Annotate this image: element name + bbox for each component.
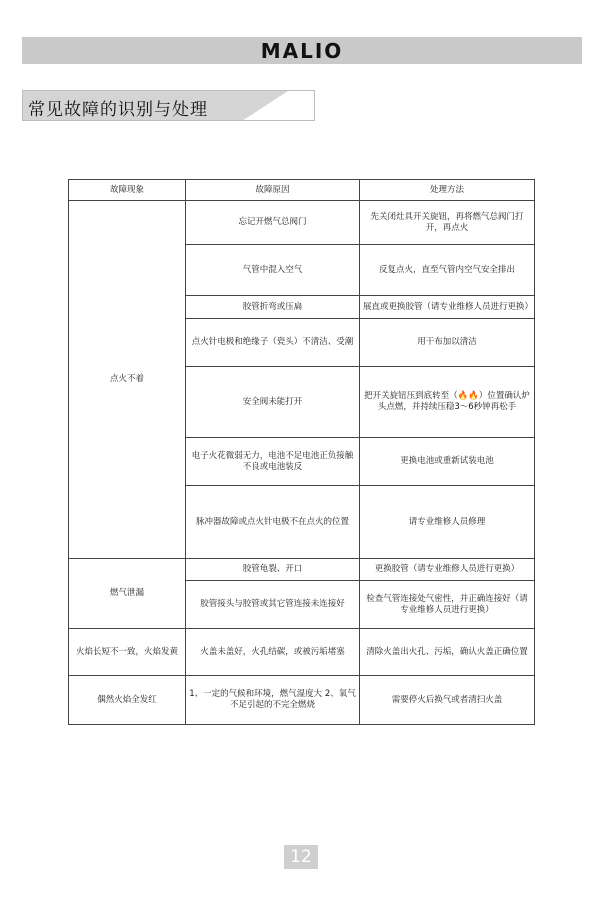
fault-table bbox=[68, 179, 535, 725]
cause-cell: 胶管龟裂、开口 bbox=[186, 559, 360, 581]
symptom-cell: 点火不着 bbox=[69, 201, 186, 559]
cause-cell: 气管中混入空气 bbox=[186, 245, 360, 296]
table-header-row bbox=[69, 180, 535, 201]
solution-cell: 请专业维修人员修理 bbox=[360, 486, 535, 559]
section-title: 常见故障的识别与处理 bbox=[28, 100, 208, 120]
solution-cell: 更换胶管（请专业维修人员进行更换） bbox=[360, 559, 535, 581]
cause-cell: 火盖未盖好，火孔结碳，或被污垢堵塞 bbox=[186, 629, 360, 676]
solution-cell: 检查气管连接处气密性，并正确连接好（请专业维修人员进行更换） bbox=[360, 581, 535, 629]
cause-cell: 胶管折弯或压扁 bbox=[186, 296, 360, 319]
brand-logo: MALIO bbox=[260, 39, 344, 63]
table-row bbox=[69, 201, 535, 245]
solution-cell: 清除火盖出火孔、污垢，确认火盖正确位置 bbox=[360, 629, 535, 676]
table-row bbox=[69, 559, 535, 581]
solution-cell: 需要停火后换气或者清扫火盖 bbox=[360, 676, 535, 725]
cause-cell: 安全阀未能打开 bbox=[186, 367, 360, 438]
header-symptom: 故障现象 bbox=[69, 180, 186, 201]
section-title-box bbox=[22, 90, 315, 121]
symptom-cell: 火焰长短不一致，火焰发黄 bbox=[69, 629, 186, 676]
symptom-cell: 燃气泄漏 bbox=[69, 559, 186, 629]
solution-cell: 反复点火，直至气管内空气安全排出 bbox=[360, 245, 535, 296]
cause-cell: 脉冲器故障或点火针电极不在点火的位置 bbox=[186, 486, 360, 559]
table-row bbox=[69, 629, 535, 676]
header-cause: 故障原因 bbox=[186, 180, 360, 201]
cause-cell: 忘记开燃气总阀门 bbox=[186, 201, 360, 245]
header-bar bbox=[22, 37, 582, 64]
solution-cell: 更换电池或重新试装电池 bbox=[360, 438, 535, 486]
symptom-cell: 偶然火焰全发红 bbox=[69, 676, 186, 725]
table-row bbox=[69, 676, 535, 725]
header-solution: 处理方法 bbox=[360, 180, 535, 201]
cause-cell: 1、一定的气候和环境，燃气湿度大 2、氧气不足引起的不完全燃烧 bbox=[186, 676, 360, 725]
solution-cell: 把开关旋钮压到底转至（🔥🔥）位置确认炉头点燃，并持续压稳3～6秒钟再松手 bbox=[360, 367, 535, 438]
solution-cell: 展直或更换胶管（请专业维修人员进行更换） bbox=[360, 296, 535, 319]
solution-cell: 先关闭灶具开关旋钮，再将燃气总阀门打开，再点火 bbox=[360, 201, 535, 245]
cause-cell: 电子火花微弱无力，电池不足电池正负接触不良或电池装反 bbox=[186, 438, 360, 486]
solution-cell: 用干布加以清洁 bbox=[360, 319, 535, 367]
page-number: 12 bbox=[284, 845, 318, 869]
cause-cell: 胶管接头与胶管或其它管连接未连接好 bbox=[186, 581, 360, 629]
cause-cell: 点火针电极和绝缘子（瓷头）不清洁、受潮 bbox=[186, 319, 360, 367]
